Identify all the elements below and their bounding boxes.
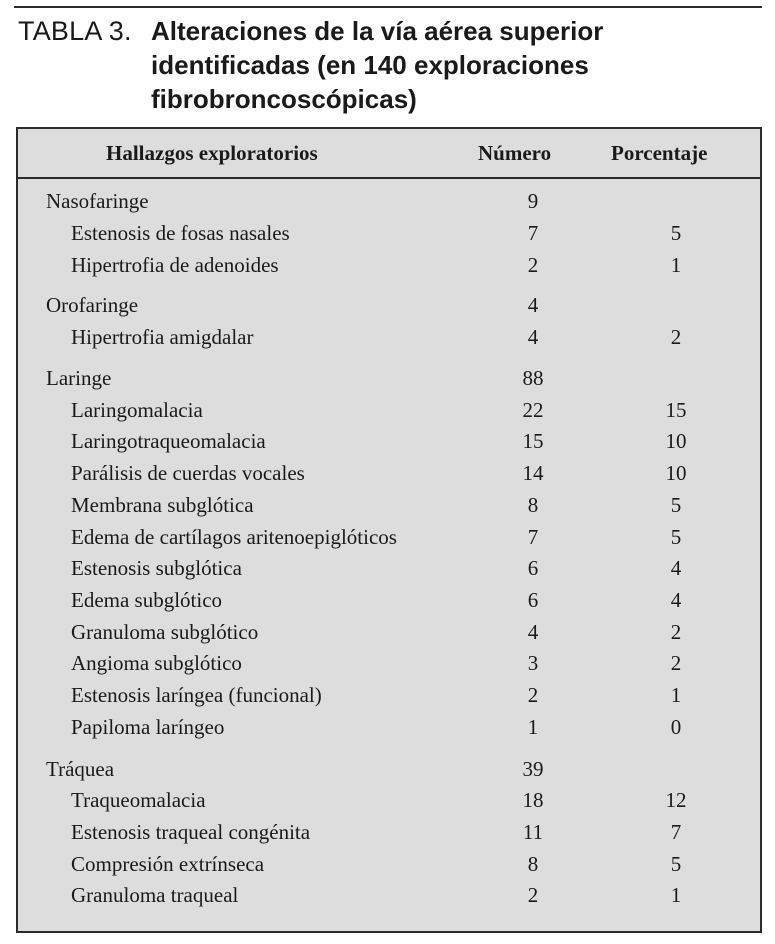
table-row xyxy=(18,883,760,915)
table-row xyxy=(18,651,760,683)
row-label: Papiloma laríngeo xyxy=(71,715,225,739)
row-porcentaje: 2 xyxy=(670,325,682,349)
row-porcentaje: 10 xyxy=(665,461,687,485)
row-numero: 39 xyxy=(522,757,544,781)
top-rule xyxy=(14,6,762,8)
table-row xyxy=(18,620,760,652)
row-label: Angioma subglótico xyxy=(71,651,242,675)
row-porcentaje: 1 xyxy=(670,253,682,277)
row-label: Laringomalacia xyxy=(71,398,203,422)
row-numero: 4 xyxy=(527,293,539,317)
row-label: Hipertrofia amigdalar xyxy=(71,325,254,349)
table-row xyxy=(18,556,760,588)
row-numero: 14 xyxy=(522,461,544,485)
table-row xyxy=(18,253,760,285)
row-numero: 2 xyxy=(527,883,539,907)
row-label: Tráquea xyxy=(46,757,115,781)
table-row xyxy=(18,683,760,715)
table-row xyxy=(18,398,760,430)
row-label: Granuloma traqueal xyxy=(71,883,239,907)
table-row xyxy=(18,852,760,884)
row-numero: 1 xyxy=(527,715,539,739)
header-numero: Número xyxy=(478,141,552,165)
row-numero: 9 xyxy=(527,189,539,213)
row-porcentaje: 10 xyxy=(665,429,687,453)
row-porcentaje: 0 xyxy=(670,715,682,739)
row-numero: 7 xyxy=(527,525,539,549)
row-porcentaje: 15 xyxy=(665,398,687,422)
row-label: Laringe xyxy=(46,366,112,390)
row-numero: 6 xyxy=(527,588,539,612)
row-numero: 7 xyxy=(527,221,539,245)
row-label: Membrana subglótica xyxy=(71,493,254,517)
row-numero: 4 xyxy=(527,325,539,349)
row-porcentaje: 4 xyxy=(670,588,682,612)
row-porcentaje: 12 xyxy=(665,788,687,812)
row-porcentaje: 4 xyxy=(670,556,682,580)
row-label: Estenosis traqueal congénita xyxy=(71,820,311,844)
header-hallazgos: Hallazgos exploratorios xyxy=(106,141,318,165)
row-porcentaje: 7 xyxy=(670,820,682,844)
row-numero: 8 xyxy=(527,493,539,517)
table-row xyxy=(18,715,760,747)
row-label: Nasofaringe xyxy=(46,189,149,213)
table-row xyxy=(18,588,760,620)
row-numero: 15 xyxy=(522,429,544,453)
row-numero: 3 xyxy=(527,651,539,675)
table-row xyxy=(18,525,760,557)
row-numero: 18 xyxy=(522,788,544,812)
row-label: Traqueomalacia xyxy=(71,788,206,812)
row-label: Hipertrofia de adenoides xyxy=(71,253,279,277)
row-numero: 11 xyxy=(522,820,544,844)
row-numero: 6 xyxy=(527,556,539,580)
row-numero: 2 xyxy=(527,683,539,707)
row-porcentaje: 5 xyxy=(670,525,682,549)
row-numero: 22 xyxy=(522,398,544,422)
data-table xyxy=(16,127,762,933)
row-label: Laringotraqueomalacia xyxy=(71,429,266,453)
row-porcentaje: 5 xyxy=(670,221,682,245)
header-porcentaje: Porcentaje xyxy=(611,141,708,165)
row-porcentaje: 5 xyxy=(670,852,682,876)
row-label: Parálisis de cuerdas vocales xyxy=(71,461,305,485)
row-porcentaje: 5 xyxy=(670,493,682,517)
table-title: Alteraciones de la vía aérea superior identificadas (en 140 exploraciones fibrobroncoscópicas) xyxy=(151,16,604,114)
table-row xyxy=(18,325,760,357)
row-porcentaje: 1 xyxy=(670,883,682,907)
row-numero: 8 xyxy=(527,852,539,876)
table-row xyxy=(18,493,760,525)
row-label: Edema subglótico xyxy=(71,588,223,612)
row-numero: 88 xyxy=(522,366,544,390)
row-label: Estenosis de fosas nasales xyxy=(71,221,290,245)
row-porcentaje: 2 xyxy=(670,620,682,644)
row-porcentaje: 2 xyxy=(670,651,682,675)
row-label: Granuloma subglótico xyxy=(71,620,259,644)
row-label: Edema de cartílagos aritenoepiglóticos xyxy=(71,525,397,549)
table-row xyxy=(18,293,760,325)
row-porcentaje: 1 xyxy=(670,683,682,707)
row-label: Estenosis subglótica xyxy=(71,556,242,580)
table-row xyxy=(18,788,760,820)
table-row xyxy=(18,366,760,398)
row-numero: 2 xyxy=(527,253,539,277)
table-row xyxy=(18,461,760,493)
table-row xyxy=(18,221,760,253)
table-header xyxy=(18,129,760,179)
row-label: Compresión extrínseca xyxy=(71,852,265,876)
row-numero: 4 xyxy=(527,620,539,644)
table-row xyxy=(18,757,760,789)
table-row xyxy=(18,820,760,852)
row-label: Orofaringe xyxy=(46,293,139,317)
table-row xyxy=(18,429,760,461)
row-label: Estenosis laríngea (funcional) xyxy=(71,683,322,707)
table-number: TABLA 3. xyxy=(18,16,132,46)
table-row xyxy=(18,189,760,221)
